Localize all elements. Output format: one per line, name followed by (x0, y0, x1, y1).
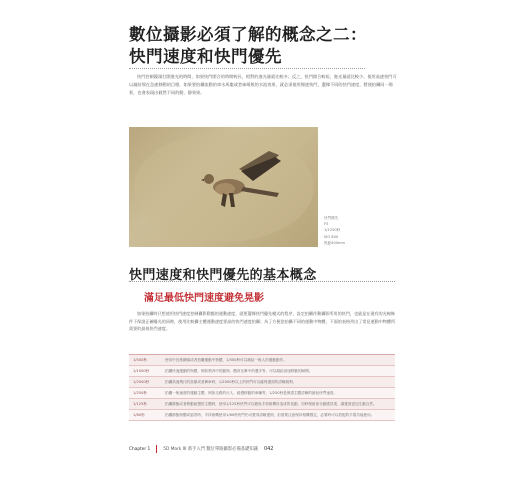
speed-cell: 1/60秒 (133, 413, 145, 417)
description-cell: 使用中長焦鏡頭或者拍攝運動中物體，1/500秒可以凝結一般人的運動動作。 (165, 358, 287, 362)
footer-divider (156, 445, 157, 453)
table-row (129, 410, 395, 421)
description-cell: 拍攝快速運動的物體，例如飛奔中的動物、體育比賽中的選手等，可以凝結高速移動的瞬間。 (165, 369, 313, 373)
page-number: 042 (263, 446, 274, 452)
table-row (129, 377, 395, 388)
shutter-speed-table (129, 354, 395, 421)
speed-cell: 1/2000秒 (133, 380, 150, 384)
bird-photo (129, 127, 318, 247)
section-title: 快門速度和快門優先的基本概念 (129, 268, 317, 283)
body-paragraph: 如果拍攝時只想使用快門速度控制攝影動態的運動速度，就要選擇快門優先模式的程序，設定拍攝作動攝影所用的快門，也就是在現有的光線條件下保證正確曝光的同時，使用比較攝主體運動速度要高的快門速度拍攝；為了方便您拍攝不同的運動中物體，下面的表格列出了常見運動中物體所需要的最低快門速度。 (129, 311, 396, 332)
section-subtitle: 滿足最低快門速度避免晃影 (144, 293, 264, 304)
table-row (129, 399, 395, 410)
table-row (129, 355, 395, 366)
description-cell: 拍攝高速飛行的鳥類或者賽車時，1/2000秒以上的快門可以確保畫面的清晰銳利。 (165, 380, 297, 384)
caption-line: 快門優先 (324, 216, 339, 220)
page-title (129, 24, 389, 68)
flying-bird-illustration (129, 127, 318, 247)
intro-paragraph: 快門控制鏡頭打開進光的時間，如果快門開合的時間較長，相對的進光量就比較多；反之，快門開合較短，進光量就比較少。使用高速快門可以凝結那在急速移動的目標，如果要拍攝流動的車水馬龍或者絲絹般的水流效果，就必須使用慢速快門，選擇不同的快門速度，將使拍攝同一場景，也會表現出截然不同的動、靜效果。 (129, 74, 397, 95)
page-title-line1: 數位攝影必須了解的概念之二： (129, 25, 367, 44)
caption-line: 焦距400mm (324, 240, 346, 245)
description-cell: 拍攝靜態或者移動緩慢的主體時，使用1/125秒快門可以避免手持相機所造成的晃動，同時保留部分動感效果，讓畫面更加生動自然。 (165, 402, 377, 406)
speed-cell: 1/500秒 (133, 358, 147, 362)
chapter-label: Chapter 1 (129, 446, 151, 452)
photo-caption (324, 215, 384, 246)
speed-cell: 1/250秒 (133, 391, 147, 395)
table-row (129, 388, 395, 399)
book-title: 5D Mark III 新手入門 數位單眼攝影必備基礎知識 (163, 447, 258, 452)
table-row (129, 366, 395, 377)
page-title-line2: 快門速度和快門優先 (129, 47, 282, 66)
speed-cell: 1/1000秒 (133, 369, 150, 373)
section-divider (129, 281, 395, 282)
caption-line: 1/1250秒 (324, 228, 341, 233)
description-cell: 拍攝一般速度的運動主體，例如走路的行人、緩慢移動的車輛等，1/250秒是保證主體清晰的最低快門速度。 (165, 391, 338, 395)
caption-line: F5 (324, 222, 329, 227)
description-cell: 拍攝靜態物體或風景時，手持相機使用1/60秒快門仍可獲得清晰畫面，但需要注意保持相機穩定，必要時可以搭配防手震功能使用。 (165, 413, 375, 417)
title-divider (129, 68, 365, 69)
page-footer (129, 445, 395, 453)
speed-cell: 1/125秒 (133, 402, 147, 406)
caption-line: ISO 800 (324, 234, 339, 239)
